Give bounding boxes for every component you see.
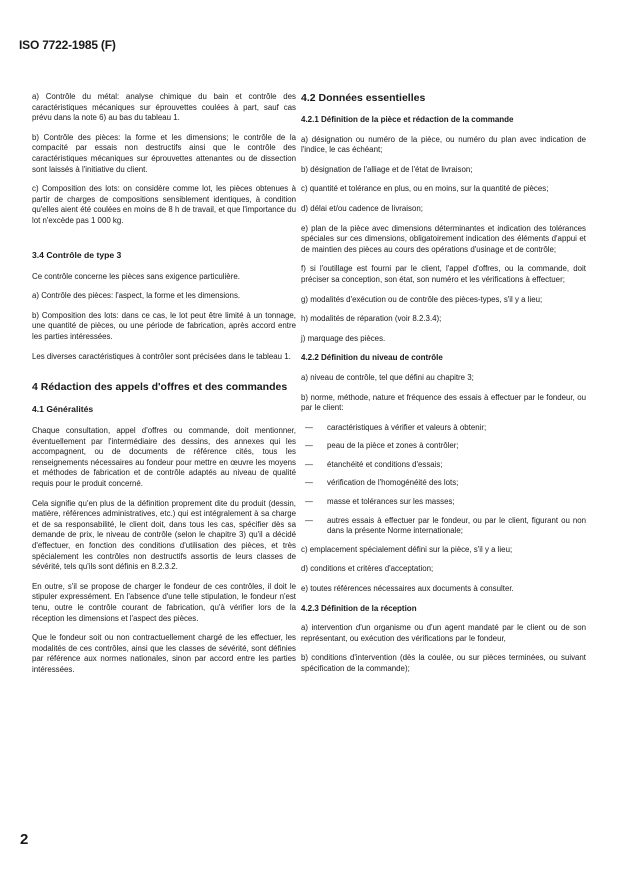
item-4-2-1-g: g) modalités d'exécution ou de contrôle des pièces-types, s'il y a lieu; <box>301 294 543 304</box>
paragraph-4-1-2: Cela signifie qu'en plus de la définition proprement dite du produit (dessin, matière, références administratives, etc.) qui est intégralement à sa charge et de sa responsabilité, le client doit, dans tous les cas, spécifier dès sa demande de prix, le niveau de contrôle (selon le chapitre 3) qu'il a décidé d'effectuer, en fonction des conditions d'utilisation des pièces, et très spécialement les contrôles non destructifs assortis de leurs classes de sévérité, tels qu'ils sont définis en 8.2.3.2. <box>32 498 296 572</box>
dash-item-text: autres essais à effectuer par le fondeur, ou par le client, figurant ou non dans la présente Norme internationale; <box>327 515 586 536</box>
item-4-2-1-c: c) quantité et tolérance en plus, ou en moins, sur la quantité de pièces; <box>301 184 549 194</box>
dash-mark: — <box>305 497 313 507</box>
dash-mark: — <box>305 422 313 432</box>
item-4-2-3-b: b) conditions d'intervention (dès la coulée, ou sur pièces terminées, ou suivant spécification de la commande); <box>301 653 586 673</box>
dash-mark: — <box>305 459 313 469</box>
dash-item-text: caractéristiques à vérifier et valeurs à obtenir; <box>327 422 487 432</box>
dash-item-text: vérification de l'homogénéité des lots; <box>327 478 459 488</box>
document-header: ISO 7722-1985 (F) <box>19 38 116 52</box>
item-4-2-1-b: b) désignation de l'alliage et de l'état de livraison; <box>301 164 473 174</box>
paragraph-3-4-end: Les diverses caractéristiques à contrôler sont précisées dans le tableau 1. <box>32 351 291 361</box>
item-4-2-2-c: c) emplacement spécialement défini sur la pièce, s'il y a lieu; <box>301 544 513 554</box>
dash-mark: — <box>305 478 313 488</box>
left-column <box>32 92 296 685</box>
paragraph-3-4-a: a) Contrôle des pièces: l'aspect, la forme et les dimensions. <box>32 291 241 301</box>
item-4-2-1-j: j) marquage des pièces. <box>301 333 386 343</box>
paragraph-a: a) Contrôle du métal: analyse chimique du bain et contrôle des caractéristiques mécaniques sur éprouvettes coulées à part, sauf cas prévu dans la note 6) au bas du tableau 1. <box>32 92 296 123</box>
dash-mark: — <box>305 515 313 525</box>
page-number: 2 <box>20 831 29 848</box>
section-heading-4: 4 Rédaction des appels d'offres et des commandes <box>32 381 288 394</box>
subsection-heading-4-2-1: 4.2.1 Définition de la pièce et rédaction de la commande <box>301 115 514 124</box>
paragraph-b: b) Contrôle des pièces: la forme et les dimensions; le contrôle de la compacité par essais non destructifs ainsi que le contrôle des caractéristiques mécaniques sur éprouvettes attenantes ou de dissection sont laissés à l'initiative du client. <box>32 132 296 174</box>
dash-mark: — <box>305 441 313 451</box>
item-4-2-2-b: b) norme, méthode, nature et fréquence des essais à effectuer par le fondeur, ou par le client: <box>301 392 586 413</box>
item-4-2-1-e: e) plan de la pièce avec dimensions déterminantes et indication des tolérances spéciales sur ces dimensions, obligatoirement indication des éléments d'appui et de maintien des pièces au cours des opérations d'usinage et de contrôle; <box>301 223 586 254</box>
section-heading-4-2: 4.2 Données essentielles <box>301 92 426 104</box>
item-4-2-2-e: e) toutes références nécessaires aux documents à consulter. <box>301 584 514 594</box>
dash-item-text: masse et tolérances sur les masses; <box>327 497 455 507</box>
item-4-2-2-d: d) conditions et critères d'acceptation; <box>301 564 434 574</box>
item-4-2-1-h: h) modalités de réparation (voir 8.2.3.4); <box>301 314 442 324</box>
right-column <box>301 92 586 684</box>
dash-item <box>301 460 586 471</box>
item-4-2-3-a: a) intervention d'un organisme ou d'un agent mandaté par le client ou de son représentant, ou exécution des vérifications par le fondeur, <box>301 623 586 643</box>
item-4-2-1-a: a) désignation ou numéro de la pièce, ou numéro du plan avec indication de l'indice, le cas échéant; <box>301 134 586 155</box>
item-4-2-1-d: d) délai et/ou cadence de livraison; <box>301 203 423 213</box>
paragraph-4-1-3: En outre, s'il se propose de charger le fondeur de ces contrôles, il doit le stipuler expressément. En l'absence d'une telle stipulation, le fondeur n'est tenu, outre le contrôle courant de fabrication, qu'à vérifier lors de la réception les dimensions et l'aspect des pièces. <box>32 581 296 623</box>
paragraph-4-1-4: Que le fondeur soit ou non contractuellement chargé de les effectuer, les modalités de ces contrôles, ainsi que les classes de sévérité, sont définies par référence aux normes nationales, sinon par accord entre les parties intéressées. <box>32 633 296 674</box>
dash-item <box>301 423 586 434</box>
item-4-2-1-f: f) si l'outillage est fourni par le client, l'appel d'offres, ou la commande, doit préciser sa conception, son état, son numéro et les vérifications à effectuer; <box>301 264 586 284</box>
paragraph-c: c) Composition des lots: on considère comme lot, les pièces obtenues à partir de charges de compositions sensiblement identiques, à condition qu'elles aient été coulées en moins de 8 h de travail, et que l'importance du lot n'excède pas 1 000 kg. <box>32 184 296 225</box>
section-heading-3-4: 3.4 Contrôle de type 3 <box>32 249 122 260</box>
item-4-2-2-a: a) niveau de contrôle, tel que défini au chapitre 3; <box>301 372 474 382</box>
dash-item <box>301 497 586 508</box>
paragraph-4-1-1: Chaque consultation, appel d'offres ou commande, doit mentionner, éventuellement par l'intermédiaire des dessins, des annexes qui les accompagnent, ou de documents de référence cités, tous les renseignements nécessaires au fondeur pour mettre en œuvre les moyens et méthodes de fabrication et de contrôle adaptés au niveau de qualité requis pour le produit concerné. <box>32 426 296 489</box>
subsection-heading-4-2-3: 4.2.3 Définition de la réception <box>301 603 417 613</box>
subsection-heading-4-2-2: 4.2.2 Définition du niveau de contrôle <box>301 353 443 363</box>
paragraph-3-4-intro: Ce contrôle concerne les pièces sans exigence particulière. <box>32 271 240 281</box>
dash-item-text: peau de la pièce et zones à contrôler; <box>327 441 459 451</box>
dash-item <box>301 441 586 452</box>
paragraph-3-4-b: b) Composition des lots: dans ce cas, le lot peut être limité à un tonnage, une quantité de pièces, ou une période de fabrication, après accord entre les parties intéressées. <box>32 310 296 341</box>
section-heading-4-1: 4.1 Généralités <box>32 404 94 415</box>
dash-item <box>301 516 586 537</box>
dash-item <box>301 478 586 489</box>
dash-item-text: étanchéité et conditions d'essais; <box>327 459 443 469</box>
